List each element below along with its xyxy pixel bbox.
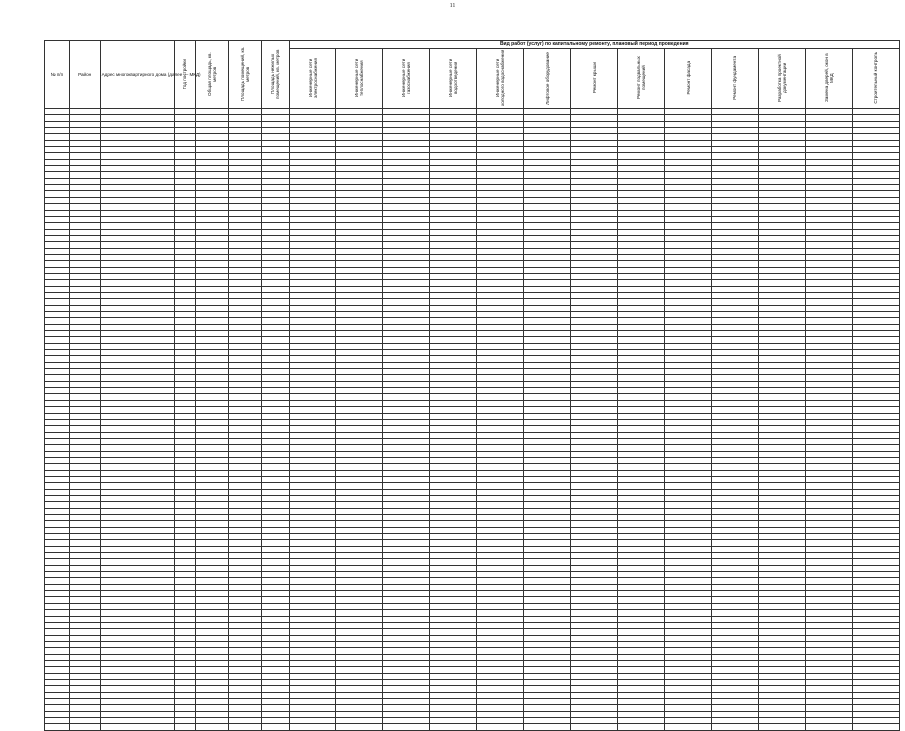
table-cell (665, 724, 712, 730)
header-total-area: Общая площадь, кв. метров (195, 41, 228, 109)
table-cell (852, 724, 899, 730)
header-address: Адрес многоквартирного дома (далее — МКД) (100, 41, 174, 109)
table-cell (383, 724, 430, 730)
header-work-type: Ремонт фундамента (711, 49, 758, 109)
header-district: Район (69, 41, 100, 109)
header-work-type: Инженерные сети электроснабжения (289, 49, 336, 109)
table-cell (571, 724, 618, 730)
page-number: 11 (449, 3, 456, 9)
header-work-type: Строительный контроль (852, 49, 899, 109)
header-work-type: Инженерные сети водоотведения (430, 49, 477, 109)
header-work-type: Разработка проектной документации (758, 49, 805, 109)
header-work-type: Лифтовое оборудование (524, 49, 571, 109)
header-work-type: Замена дверей, окон в МКД (805, 49, 852, 109)
header-works-title: Вид работ (услуг) по капитальному ремонту, плановый период проведения (289, 41, 899, 49)
header-year: Год постройки (174, 41, 195, 109)
table-cell (174, 724, 195, 730)
table-cell (524, 724, 571, 730)
capital-repair-register-table (44, 40, 900, 731)
table-cell (618, 724, 665, 730)
table-cell (69, 724, 100, 730)
table-cell (336, 724, 383, 730)
table-cell (229, 724, 262, 730)
table-cell (430, 724, 477, 730)
table-cell (45, 724, 70, 730)
table-cell (100, 724, 174, 730)
table-cell (195, 724, 228, 730)
table-cell (805, 724, 852, 730)
register-body (45, 109, 900, 731)
header-work-type: Ремонт крыши (571, 49, 618, 109)
header-nonliving-area: Площадь нежилых помещений, кв. метров (262, 41, 289, 109)
header-work-type: Ремонт фасада (665, 49, 712, 109)
table-cell (289, 724, 336, 730)
table-cell (758, 724, 805, 730)
header-work-type: Инженерные сети теплоснабжения (336, 49, 383, 109)
table-cell (262, 724, 289, 730)
header-work-type: Инженерные сети газоснабжения (383, 49, 430, 109)
table-cell (477, 724, 524, 730)
header-living-area: Площадь помещений, кв. метров (229, 41, 262, 109)
header-work-type: Инженерные сети холодного водоснабжения (477, 49, 524, 109)
header-no: № п/п (45, 41, 70, 109)
header-work-type: Ремонт подвальных помещений (618, 49, 665, 109)
table-row (45, 724, 900, 730)
table-cell (711, 724, 758, 730)
